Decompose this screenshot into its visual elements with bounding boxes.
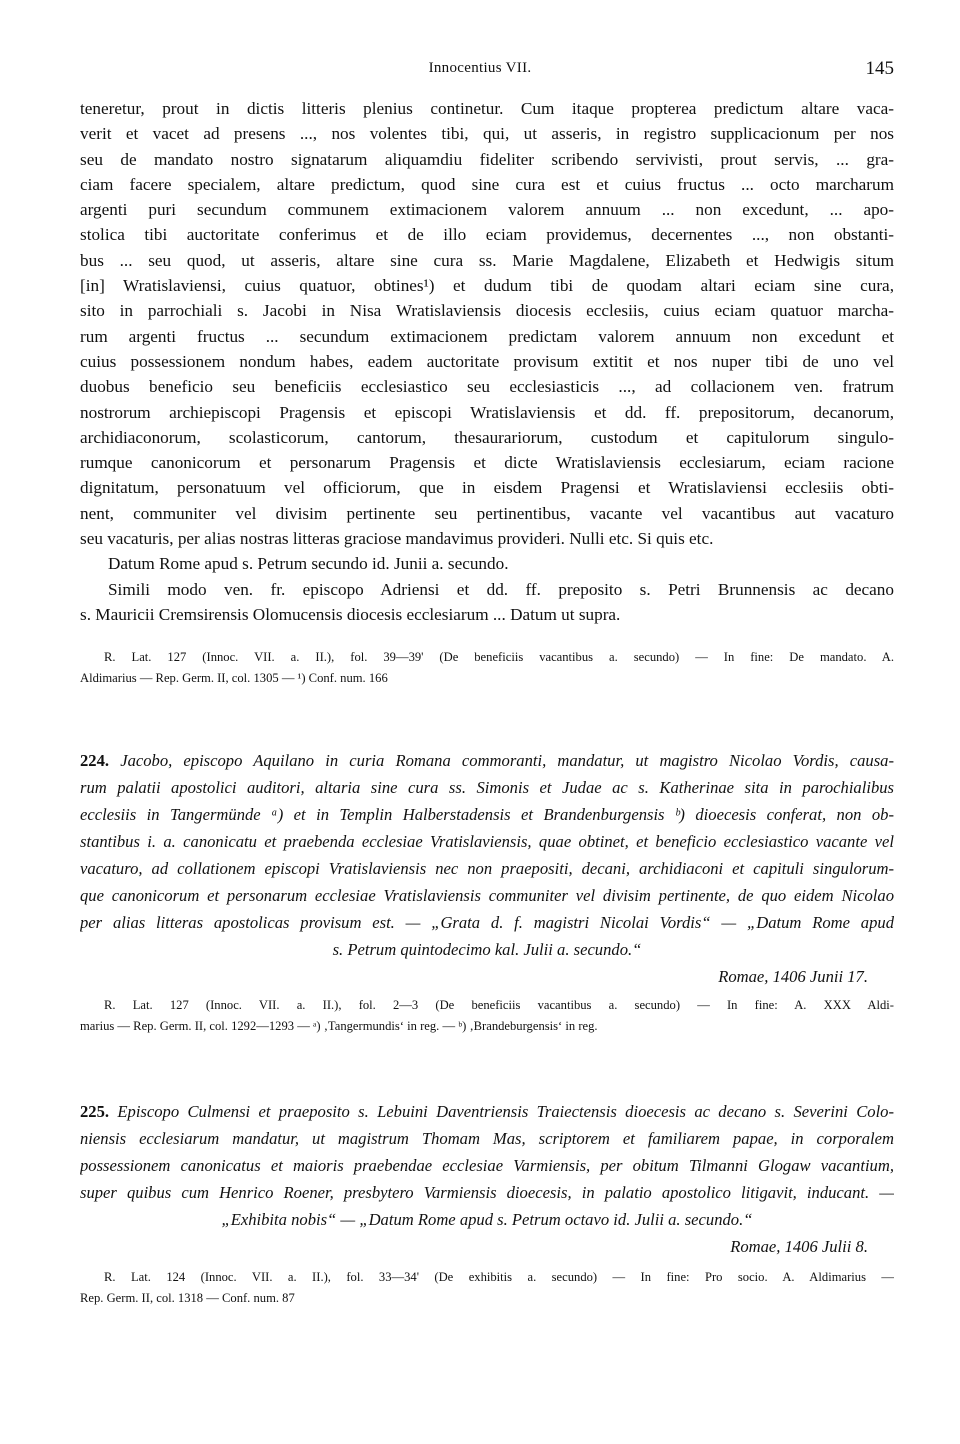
- running-title: Innocentius VII.: [428, 60, 532, 76]
- source-line: Aldimarius — Rep. Germ. II, col. 1305 — ¹) Conf. num. 166: [80, 671, 388, 685]
- entry-number: 224.: [80, 751, 110, 770]
- body-line: duobus beneficio seu beneficiis ecclesiastico seu ecclesiasticis ..., ad collacionem ven. fratrum: [80, 377, 894, 397]
- source-line: R. Lat. 127 (Innoc. VII. a. II.), fol. 39—39' (De beneficiis vacantibus a. secundo) — In fine: De mandato. A.: [104, 650, 894, 664]
- body-line: teneretur, prout in dictis litteris plenius continetur. Cum itaque propterea predictum altare vaca-: [80, 99, 894, 118]
- body-line: archidiaconorum, scolasticorum, cantorum, thesaurariorum, custodum et capitulorum singulo-: [80, 427, 894, 447]
- source-note: [80, 995, 894, 1037]
- entry-date: Romae, 1406 Julii 8.: [730, 1237, 868, 1256]
- regest-line: [80, 747, 894, 774]
- body-line: ciam facere specialem, altare predictum, quod sine cura est et cuius fructus ... octo marcharum: [80, 174, 894, 194]
- regest-line: possessionem canonicatus et maioris praebendae ecclesiae Varmiensis, per obitum Tilmanni Glogaw vacantium,: [80, 1156, 894, 1175]
- body-line: [in] Wratislaviensi, cuius quatuor, obtines¹) et dudum tibi de quodam altari eciam sine cura,: [80, 276, 894, 296]
- source-line: Rep. Germ. II, col. 1318 — Conf. num. 87: [80, 1291, 295, 1305]
- body-line: verit et vacet ad presens ..., nos volentes tibi, qui, ut asseris, in registro supplicacionum per nos: [80, 124, 894, 144]
- regest-text: Jacobo, episcopo Aquilano in curia Romana commoranti, mandatur, ut magistro Nicolao Vordis, causa-: [120, 751, 894, 770]
- body-text: [80, 96, 894, 627]
- body-line: seu vacaturis, per alias nostras litteras graciose mandavimus provideri. Nulli etc. Si quis etc.: [80, 529, 714, 549]
- regest-line: stantibus i. a. canonicatu et praebenda ecclesiae Vratislaviensis, quae obtinet, et beneficio ecclesiastico vacante vel: [80, 832, 894, 851]
- body-line: sito in parrochiali s. Jacobi in Nisa Wratislaviensis diocesis ecclesiis, cuius eciam quatuor marcha-: [80, 301, 894, 321]
- source-note: [80, 647, 894, 689]
- simili-line: s. Mauricii Cremsirensis Olomucensis diocesis ecclesiarum ... Datum ut supra.: [80, 604, 621, 624]
- running-header: [0, 60, 960, 88]
- body-line: rumque canonicorum et personarum Pragensis et dicte Wratislaviensis ecclesiarum, eciam racione: [80, 453, 894, 473]
- regest-line: niensis ecclesiarum mandatur, ut magistrum Thomam Mas, scriptorem et familiarem papae, in corporalem: [80, 1129, 894, 1148]
- body-line: rum argenti fructus ... secundum extimacionem predictam valorem annuum non excedunt et: [80, 326, 894, 346]
- source-line: R. Lat. 124 (Innoc. VII. a. II.), fol. 33—34' (De exhibitis a. secundo) — In fine: Pro socio. A. Aldimarius —: [104, 1270, 894, 1284]
- datum-line: Datum Rome apud s. Petrum secundo id. Junii a. secundo.: [108, 554, 509, 574]
- body-line: argenti puri secundum communem extimacionem valorem annuum ... non excedunt, ... apo-: [80, 200, 894, 220]
- regest-line: s. Petrum quintodecimo kal. Julii a. secundo.“: [332, 940, 642, 959]
- regest-line: super quibus cum Henrico Roener, presbytero Varmiensis dioecesis, in palatio apostolico litigavit, inducant. —: [80, 1183, 894, 1202]
- regest-line: per alias litteras apostolicas provisum est. — „Grata d. f. magistri Nicolai Vordis“ — „Datum Rome apud: [80, 913, 894, 932]
- entry-number: 225.: [80, 1102, 110, 1121]
- simili-line: Simili modo ven. fr. episcopo Adriensi et dd. ff. preposito s. Petri Brunnensis ac decano: [108, 579, 894, 599]
- regest-text: Episcopo Culmensi et praeposito s. Lebuini Daventriensis Traiectensis dioecesis ac decano s. Severini Colo-: [117, 1102, 894, 1121]
- body-line: nostrorum archiepiscopi Pragensis et episcopi Wratislaviensis et dd. ff. prepositorum, decanorum,: [80, 402, 894, 422]
- regest-line: [80, 1098, 894, 1125]
- source-line: marius — Rep. Germ. II, col. 1292—1293 — ᵃ) ‚Tangermundis‘ in reg. — ᵇ) ‚Brandeburgensis‘ in reg.: [80, 1019, 598, 1033]
- body-line: cuius possessionem nondum habes, eadem auctoritate provisum extitit et nos nuper tibi de uno vel: [80, 351, 894, 371]
- regest-line: que canonicorum et personarum ecclesiae Vratislaviensis communiter vel divisim pertinente, de quo eidem Nicolao: [80, 886, 894, 905]
- regest-line: rum palatii apostolici auditori, altaria sine cura ss. Simonis et Judae ac s. Katherinae sita in parochialibus: [80, 778, 894, 797]
- body-line: stolica tibi auctoritate conferimus et de illo eciam providemus, decernentes ..., non obstanti-: [80, 225, 894, 245]
- regest-line: vacaturo, ad collationem episcopi Vratislaviensis nec non praepositi, decani, archidiaconi et capituli singulorum-: [80, 859, 894, 878]
- regest-225: [80, 1098, 894, 1260]
- regest-line: „Exhibita nobis“ — „Datum Rome apud s. Petrum octavo id. Julii a. secundo.“: [221, 1210, 753, 1229]
- source-line: R. Lat. 127 (Innoc. VII. a. II.), fol. 2—3 (De beneficiis vacantibus a. secundo) — In fine: A. XXX Aldi-: [104, 998, 894, 1012]
- page-number: 145: [865, 58, 894, 79]
- body-line: nent, communiter vel divisim pertinente seu pertinentibus, vacante vel vacantibus aut vacaturo: [80, 503, 894, 523]
- body-line: dignitatum, personatuum vel officiorum, que in eisdem Pragensi et Wratislaviensi ecclesiis obti-: [80, 478, 894, 498]
- body-line: seu de mandato nostro signatarum aliquamdiu fideliter scribendo servivisti, prout servis, ... gra-: [80, 149, 894, 169]
- body-line: bus ... seu quod, ut asseris, altare sine cura ss. Marie Magdalene, Elizabeth et Hedwigis situm: [80, 250, 894, 270]
- regest-line: ecclesiis in Tangermünde ᵃ) et in Templin Halberstadensis et Brandenburgensis ᵇ) dioecesis conferat, non ob-: [80, 805, 894, 824]
- entry-date: Romae, 1406 Junii 17.: [718, 967, 868, 986]
- source-note: [80, 1267, 894, 1309]
- regest-224: [80, 747, 894, 990]
